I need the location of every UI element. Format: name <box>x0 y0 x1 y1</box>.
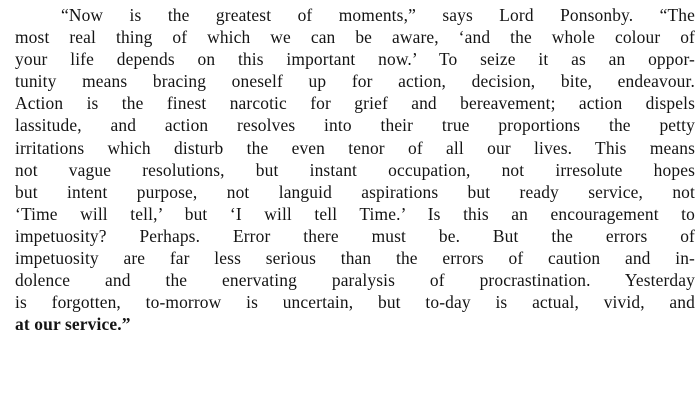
paragraph-line-13: dolence and the enervating paralysis of procrastination. Yesterday <box>15 270 695 291</box>
paragraph-line-3: your life depends on this important now.’ To seize it as an oppor- <box>15 49 695 70</box>
paragraph-line-12: impetuosity are far less serious than the errors of caution and in- <box>15 248 695 269</box>
paragraph-line-6: lassitude, and action resolves into their true proportions the petty <box>15 115 695 136</box>
paragraph-line-14: is forgotten, to-morrow is uncertain, but to-day is actual, vivid, and <box>15 292 695 313</box>
paragraph-line-1: “Now is the greatest of moments,” says Lord Ponsonby. “The <box>61 5 695 25</box>
paragraph-line-9: but intent purpose, not languid aspirations but ready service, not <box>15 181 695 202</box>
paragraph-line-5: Action is the finest narcotic for grief and bereavement; action dispels <box>15 93 695 114</box>
paragraph-line-4: tunity means bracing oneself up for action, decision, bite, endeavour. <box>15 71 695 92</box>
paragraph-line-2: most real thing of which we can be aware, ‘and the whole colour of <box>15 27 695 48</box>
paragraph-line-15: at our service.” <box>15 314 131 335</box>
paragraph-line-7: irritations which disturb the even tenor of all our lives. This means <box>15 137 695 158</box>
quotation-paragraph <box>15 4 695 335</box>
paragraph-line-11: impetuosity? Perhaps. Error there must be. But the errors of <box>15 225 695 246</box>
paragraph-line-8: not vague resolutions, but instant occupation, not irresolute hopes <box>15 159 695 180</box>
paragraph-line-10: ‘Time will tell,’ but ‘I will tell Time.’ Is this an encouragement to <box>15 203 695 224</box>
